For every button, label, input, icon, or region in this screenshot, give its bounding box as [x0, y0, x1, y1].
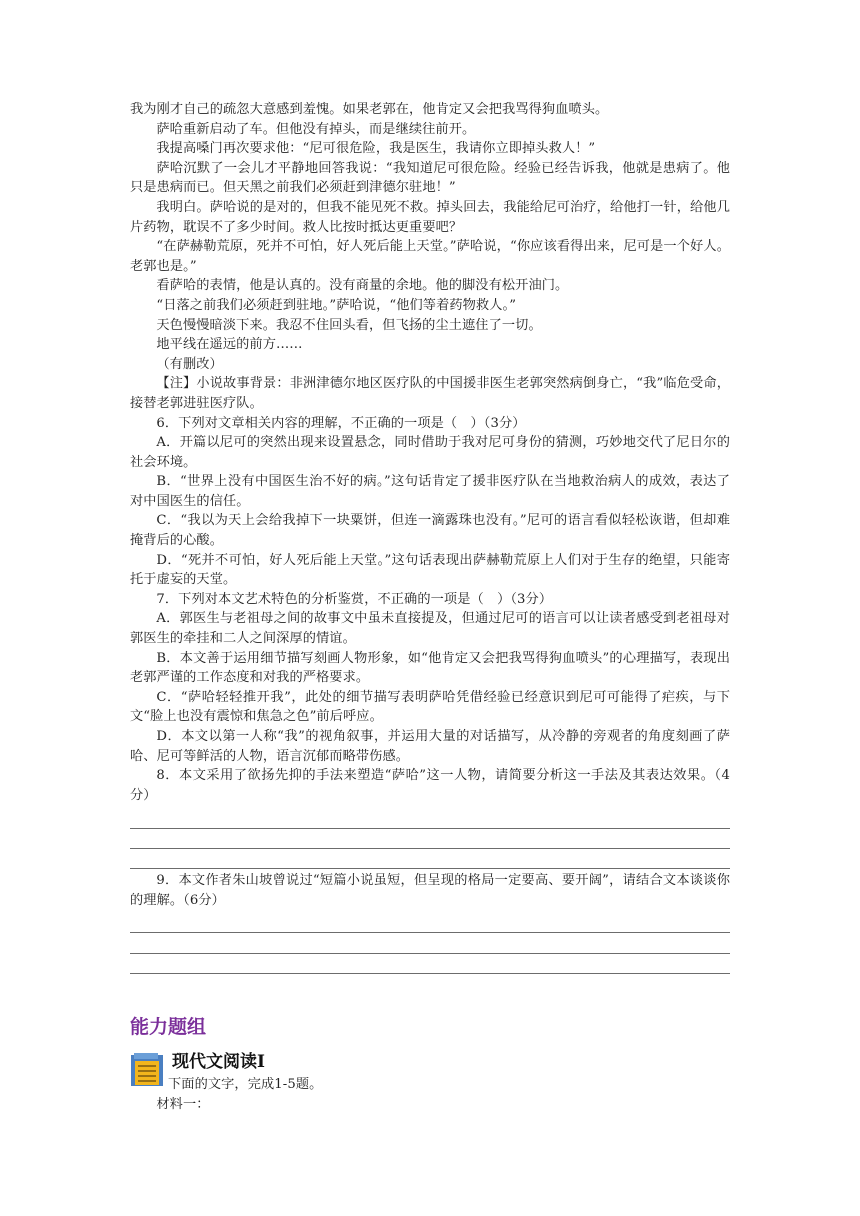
- story-paragraph: “在萨赫勒荒原，死并不可怕，好人死后能上天堂。”萨哈说，“你应该看得出来，尼可是一个好人。老郭也是。”: [130, 239, 730, 274]
- section-title: 能力题组: [130, 1016, 207, 1038]
- story-paragraph: 我为刚才自己的疏忽大意感到羞愧。如果老郭在，他肯定又会把我骂得狗血喷头。: [130, 102, 609, 117]
- answer-line[interactable]: [130, 849, 730, 869]
- material-label: 材料一：: [156, 1096, 210, 1112]
- story-paragraph: 萨哈重新启动了车。但他没有掉头，而是继续往前开。: [156, 121, 476, 137]
- story-paragraph: 我提高嗓门再次要求他：“尼可很危险，我是医生，我请你立即掉头救人！”: [156, 141, 596, 157]
- option-7b: B．本文善于运用细节描写刻画人物形象，如“他肯定又会把我骂得狗血喷头”的心理描写，表现出老郭严谨的工作态度和对我的严格要求。: [130, 650, 730, 686]
- option-6b: B．“世界上没有中国医生治不好的病。”这句话肯定了援非医疗队在当地救治病人的成效，表达了对中国医生的信任。: [130, 474, 730, 509]
- reading-passage: [130, 100, 730, 976]
- option-7d: D．本文以第一人称“我”的视角叙事，并运用大量的对话描写，从冷静的旁观者的角度刻画了萨哈、尼可等鲜活的人物，语言沉郁而略带伤感。: [130, 729, 730, 764]
- option-6d: D．“死并不可怕，好人死后能上天堂。”这句话表现出萨赫勒荒原上人们对于生存的绝望，只能寄托于虚妄的天堂。: [130, 552, 730, 588]
- option-7c: C．“萨哈轻轻推开我”，此处的细节描写表明萨哈凭借经验已经意识到尼可可能得了疟疾，与下文“脸上也没有震惊和焦急之色”前后呼应。: [130, 689, 730, 725]
- section-instructions: [130, 1075, 730, 1114]
- option-6a: A．开篇以尼可的突然出现来设置悬念，同时借助于我对尼可身份的猜测，巧妙地交代了尼日尔的社会环境。: [130, 435, 730, 470]
- answer-lines-8[interactable]: [130, 808, 730, 869]
- answer-line[interactable]: [130, 808, 730, 828]
- source-note: （有删改）: [156, 356, 223, 372]
- question-8: 8．本文采用了欲扬先抑的手法来塑造“萨哈”这一人物，请简要分析这一手法及其表达效果。（4分）: [130, 768, 730, 803]
- question-6: 6．下列对文章相关内容的理解，不正确的一项是（ ）（3分）: [156, 415, 526, 431]
- story-paragraph: 我明白。萨哈说的是对的，但我不能见死不救。掉头回去，我能给尼可治疗，给他打一针，给他几片药物，耽误不了多少时间。救人比按时抵达更重要吧？: [130, 199, 730, 235]
- story-paragraph: 天色慢慢暗淡下来。我忍不住回头看，但飞扬的尘土遮住了一切。: [156, 317, 542, 333]
- answer-line[interactable]: [130, 954, 730, 974]
- answer-lines-9[interactable]: [130, 913, 730, 974]
- answer-line[interactable]: [130, 913, 730, 933]
- answer-line[interactable]: [130, 933, 730, 953]
- subsection-title: 现代文阅读Ⅰ: [172, 1052, 265, 1072]
- story-paragraph: 看萨哈的表情，他是认真的。没有商量的余地。他的脚没有松开油门。: [156, 278, 569, 294]
- option-6c: C．“我以为天上会给我掉下一块粟饼，但连一滴露珠也没有。”尼可的语言看似轻松诙谐，但却难掩背后的心酸。: [130, 513, 730, 549]
- story-paragraph: 地平线在遥远的前方……: [156, 337, 303, 353]
- story-paragraph: 萨哈沉默了一会儿才平静地回答我说：“我知道尼可很危险。经验已经告诉我，他就是患病了。他只是患病而已。但天黑之前我们必须赶到津德尔驻地！”: [130, 160, 730, 196]
- background-note: 【注】小说故事背景：非洲津德尔地区医疗队的中国援非医生老郭突然病倒身亡，“我”临危受命，接替老郭进驻医疗队。: [130, 376, 730, 411]
- question-7: 7．下列对本文艺术特色的分析鉴赏，不正确的一项是（ ）（3分）: [156, 591, 553, 607]
- option-7a: A．郭医生与老祖母之间的故事文中虽未直接提及，但通过尼可的语言可以让读者感受到老祖母对郭医生的牵挂和二人之间深厚的情谊。: [130, 611, 730, 647]
- story-paragraph: “日落之前我们必须赶到驻地。”萨哈说，“他们等着药物救人。”: [156, 297, 517, 313]
- subsection-header: [130, 1047, 730, 1072]
- instruction-text: 下面的文字，完成1-5题。: [168, 1077, 323, 1092]
- answer-line[interactable]: [130, 829, 730, 849]
- question-9: 9．本文作者朱山坡曾说过“短篇小说虽短，但呈现的格局一定要高、要开阔”，请结合文本谈谈你的理解。（6分）: [130, 872, 730, 908]
